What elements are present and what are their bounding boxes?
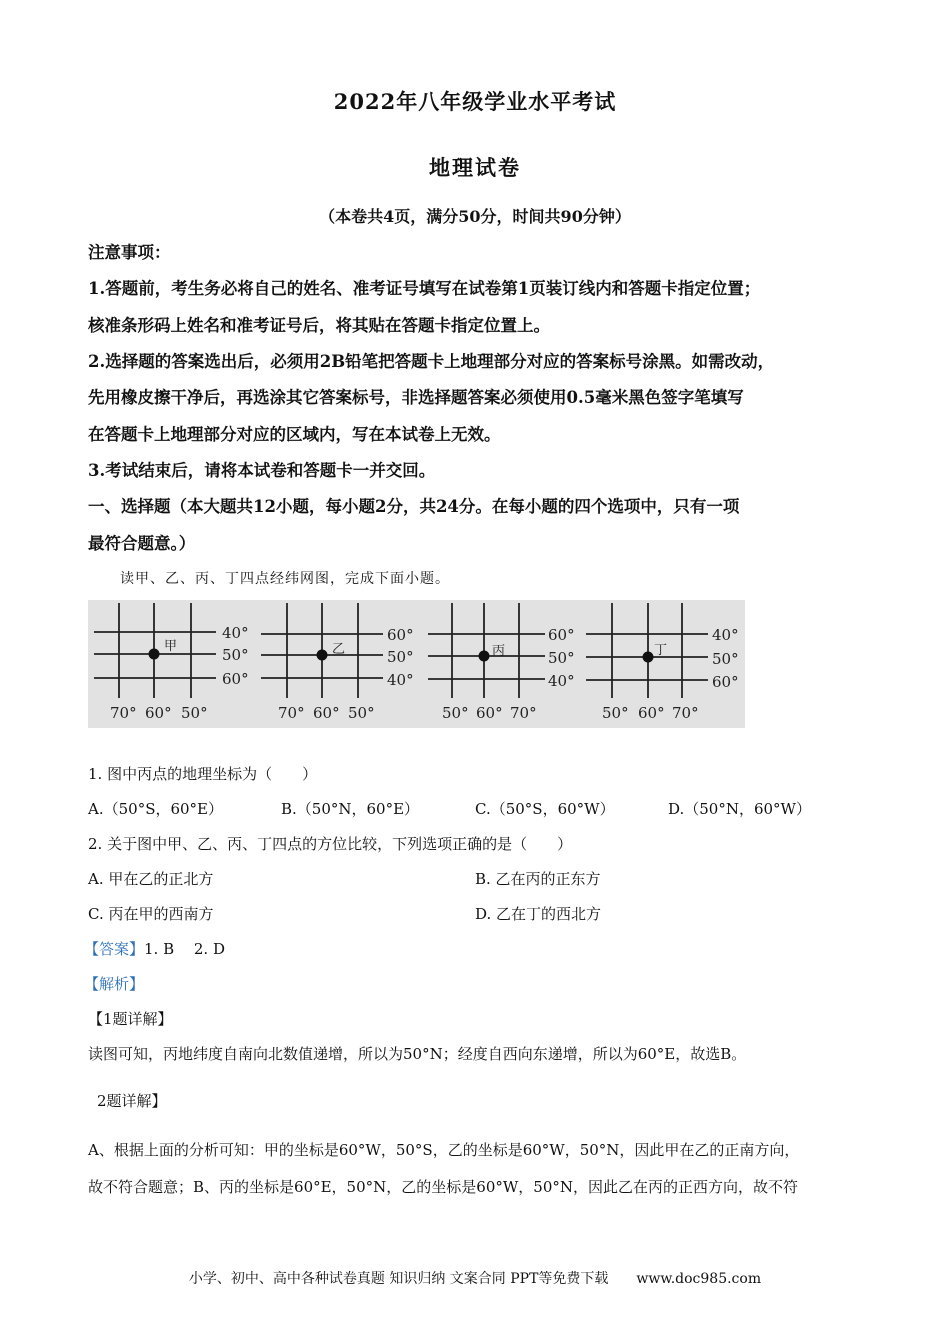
latitude-label: 40° <box>387 671 414 689</box>
latitude-label: 50° <box>387 648 414 666</box>
longitude-label: 60° <box>638 704 665 722</box>
longitude-label: 50° <box>442 704 469 722</box>
latitude-label: 60° <box>548 626 575 644</box>
question-1-stem: 1. 图中丙点的地理坐标为（ ） <box>88 765 318 783</box>
point-yi <box>317 650 328 661</box>
section-heading: 一、选择题（本大题共12小题，每小题2分，共24分。在每小题的四个选项中，只有一项 <box>88 497 740 516</box>
question-1-option-d: D.（50°N，60°W） <box>668 800 811 818</box>
latitude-label: 50° <box>222 646 249 664</box>
question-1-option-a: A.（50°S，60°E） <box>88 800 224 818</box>
note-line: 2.选择题的答案选出后，必须用2B铅笔把答题卡上地理部分对应的答案标号涂黑。如需改动， <box>88 352 775 371</box>
graticule-figure <box>88 600 745 728</box>
analysis-tag: 【解析】 <box>84 975 145 993</box>
question-1-option-b: B.（50°N，60°E） <box>281 800 420 818</box>
page-footer: 小学、初中、高中各种试卷真题 知识归纳 文案合同 PPT等免费下载 www.doc985.com <box>188 1271 762 1287</box>
point-label: 丁 <box>654 643 668 658</box>
point-ding <box>643 652 654 663</box>
latitude-label: 40° <box>712 626 739 644</box>
question-2-option-d: D. 乙在丁的西北方 <box>475 905 602 923</box>
longitude-label: 70° <box>672 704 699 722</box>
detail-1-text: 读图可知，丙地纬度自南向北数值递增，所以为50°N；经度自西向东递增，所以为60°E，故选B。 <box>88 1045 747 1063</box>
longitude-label: 50° <box>181 704 208 722</box>
exam-info: （本卷共4页，满分50分，时间共90分钟） <box>319 207 631 226</box>
latitude-label: 60° <box>222 670 249 688</box>
point-label: 乙 <box>332 642 346 657</box>
longitude-label: 50° <box>602 704 629 722</box>
longitude-label: 60° <box>313 704 340 722</box>
note-line: 在答题卡上地理部分对应的区域内，写在本试卷上无效。 <box>88 425 501 444</box>
longitude-label: 70° <box>510 704 537 722</box>
answer-text: 1. B 2. D <box>144 940 225 958</box>
question-intro: 读甲、乙、丙、丁四点经纬网图，完成下面小题。 <box>120 571 450 587</box>
point-jia <box>149 649 160 660</box>
answer-line <box>84 938 225 959</box>
latitude-label: 40° <box>548 672 575 690</box>
note-line: 1.答题前，考生务必将自己的姓名、准考证号填写在试卷第1页装订线内和答题卡指定位置； <box>88 279 761 298</box>
exam-title: 2022年八年级学业水平考试 <box>333 89 617 114</box>
subject-title: 地理试卷 <box>429 155 521 180</box>
question-2-option-a: A. 甲在乙的正北方 <box>88 870 214 888</box>
point-bing <box>479 651 490 662</box>
latitude-label: 50° <box>548 649 575 667</box>
point-label: 丙 <box>492 644 506 659</box>
longitude-label: 70° <box>110 704 137 722</box>
section-heading: 最符合题意。） <box>88 534 196 553</box>
question-2-stem: 2. 关于图中甲、乙、丙、丁四点的方位比较，下列选项正确的是（ ） <box>88 835 573 853</box>
latitude-label: 40° <box>222 624 249 642</box>
latitude-label: 50° <box>712 650 739 668</box>
question-2-option-b: B. 乙在丙的正东方 <box>475 870 601 888</box>
question-1-option-c: C.（50°S，60°W） <box>475 800 615 818</box>
note-line: 3.考试结束后，请将本试卷和答题卡一并交回。 <box>88 461 436 480</box>
detail-1-tag: 【1题详解】 <box>88 1010 173 1028</box>
note-line: 核准条形码上姓名和准考证号后，将其贴在答题卡指定位置上。 <box>88 316 550 335</box>
longitude-label: 70° <box>278 704 305 722</box>
latitude-label: 60° <box>712 673 739 691</box>
longitude-label: 50° <box>348 704 375 722</box>
point-label: 甲 <box>164 639 178 654</box>
answer-tag: 【答案】 <box>84 940 145 958</box>
note-line: 先用橡皮擦干净后，再选涂其它答案标号，非选择题答案必须使用0.5毫米黑色签字笔填写 <box>88 388 744 407</box>
longitude-label: 60° <box>476 704 503 722</box>
longitude-label: 60° <box>145 704 172 722</box>
latitude-label: 60° <box>387 626 414 644</box>
detail-2-text: A、根据上面的分析可知：甲的坐标是60°W，50°S，乙的坐标是60°W，50°N，因此甲在乙的正南方向， <box>88 1141 800 1159</box>
detail-2-text: 故不符合题意；B、丙的坐标是60°E，50°N，乙的坐标是60°W，50°N，因此乙在丙的正西方向，故不符 <box>88 1178 798 1196</box>
detail-2-tag: 2题详解】 <box>97 1092 167 1110</box>
question-2-option-c: C. 丙在甲的西南方 <box>88 905 214 923</box>
notes-heading: 注意事项： <box>88 243 171 262</box>
